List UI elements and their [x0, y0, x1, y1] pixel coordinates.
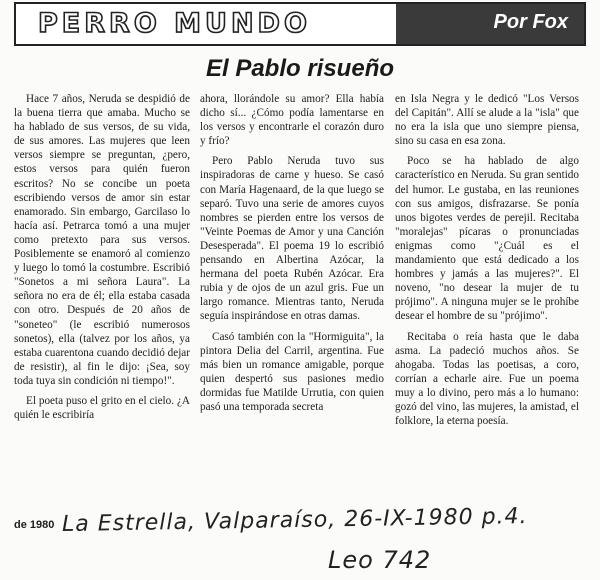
paragraph: Hace 7 años, Neruda se despidió de la buena tierra que amaba. Mucho se ha hablado de sus versos, de su vida, de sus amores. Las mujeres que leen versos siempre se preguntan, ¿pero, estos versos para quién fueron escritos? No se concibe un poeta escribiendo versos de amor sin estar enamorado. Sin embargo, Garcilaso lo hacía así. Petrarca tomó a una mujer como pretexto para sus versos. Posiblemente se enamoró al comienzo y luego lo tomó la costumbre. Escribió "Sonetos a mi señora Laura". La señora no era de él; ella estaba casada con otro. Después de 20 años de "soneteo" (le escribió numerosos sonetos), ella (talvez por los años, ya estaba cuarentona cuando decidió dejar de resistir), al fin le dijo: ¡Sea, soy toda tuya sin condición ni tiempo!".	[14, 93, 190, 387]
paragraph: Pero Pablo Neruda tuvo sus inspiradoras de carne y hueso. Se casó con María Hagenaard, de la que luego se separó. Tuvo una serie de amores cuyos nombres se pierden entre los versos de "Veinte Poemas de Amor y una Canción Desesperada". El poema 19 lo escribió pensando en Albertina Azócar, la hermana del poeta Rubén Azócar. Era rubia y de ojos de un azul gris. Fue un largo romance. Mientras tanto, Neruda seguía inspirándose en otras damas.	[200, 155, 384, 323]
handwritten-source-note: La Estrella, Valparaíso, 26-IX-1980 p.4.	[61, 503, 528, 538]
column-name: PERRO MUNDO	[38, 8, 311, 39]
paragraph: Poco se ha hablado de algo característico en Neruda. Su gran sentido del humor. Le gustaba, en las reuniones con sus amigos, disfrazarse. Se ponía unos bigotes verdes de perejil. Recitaba "moralejas" pícaras o pronunciadas enigmas como "¿Cuál es el mandamiento que está dedicado a los hombres y jamás a las mujeres?". El noveno, "no desear la mujer de tu prójimo". A ninguna mujer se le prohíbe desear el hombre de su "prójimo".	[395, 155, 579, 323]
article-column-1	[14, 92, 190, 428]
byline: Por Fox	[493, 11, 568, 33]
paragraph: Recitaba o reía hasta que le daba asma. La padeció muchos años. Se ahogaba. Todas las poetisas, a coro, corrían a echarle aire. Fue un poema muy a lo divino, pero más a lo humano: gozó del vino, las mujeres, la amistad, el folklore, la eterna poesía.	[395, 330, 579, 428]
footer-year: de 1980	[14, 519, 55, 531]
handwritten-archive-code: Leo 742	[328, 546, 432, 574]
paragraph: El poeta puso el grito en el cielo. ¿A quién le escribiría	[14, 394, 190, 422]
paragraph: en Isla Negra y le dedicó "Los Versos del Capitán". Allí se alude a la "isla" que no era la isla que uno siempre piensa, sino su casa en esa zona.	[395, 93, 579, 148]
paragraph: ahora, llorándole su amor? Ella había dicho sí... ¿Cómo podía lamentarse en los versos y encontrarle el corazón duro y frío?	[200, 93, 384, 148]
article-column-3	[395, 92, 579, 434]
article-column-2	[200, 92, 384, 420]
article-title: El Pablo risueño	[205, 55, 395, 82]
byline-box	[396, 4, 584, 44]
column-header	[14, 2, 586, 46]
paragraph: Casó también con la "Hormiguita", la pintora Delia del Carril, argentina. Fue más bien un romance amigable, porque quien despertó sus pasiones medio dormidas fue Matilde Urrutia, con quien pasó una temporada secreta	[200, 330, 384, 413]
